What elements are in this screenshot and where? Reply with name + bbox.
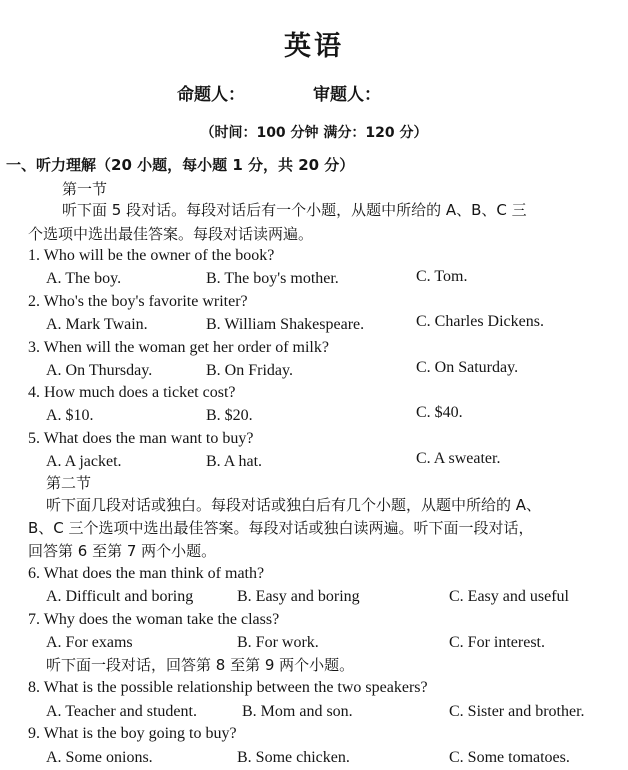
option-5b: B. A hat. xyxy=(206,453,263,470)
question-4: 4. How much does a ticket cost? xyxy=(28,384,236,401)
part2-instruction-line2: B、C 三个选项中选出最佳答案。每段对话或独白读两遍。听下面一段对话， xyxy=(28,519,534,537)
part1-instruction-line1: 听下面 5 段对话。每段对话后有一个小题，从题中所给的 A、B、C 三 xyxy=(62,201,527,219)
author-label: 命题人： xyxy=(177,85,245,105)
page-title: 英语 xyxy=(284,31,344,62)
author-field xyxy=(177,80,245,105)
part2-instruction-line3: 回答第 6 至第 7 两个小题。 xyxy=(28,542,217,560)
option-1c: C. Tom. xyxy=(416,268,468,285)
option-6b: B. Easy and boring xyxy=(237,588,360,605)
option-9a: A. Some onions. xyxy=(46,749,153,766)
part2-instruction-line4: 听下面一段对话，回答第 8 至第 9 两个小题。 xyxy=(46,656,355,674)
reviewer-label: 审题人： xyxy=(313,85,381,105)
option-7a: A. For exams xyxy=(46,634,133,651)
question-3: 3. When will the woman get her order of milk? xyxy=(28,339,329,356)
option-5c: C. A sweater. xyxy=(416,450,501,467)
question-5: 5. What does the man want to buy? xyxy=(28,430,254,447)
part1-label: 第一节 xyxy=(62,180,108,198)
section-heading: 一、听力理解（20 小题，每小题 1 分，共 20 分） xyxy=(6,156,355,174)
option-2c: C. Charles Dickens. xyxy=(416,313,544,330)
option-3b: B. On Friday. xyxy=(206,362,293,379)
option-2b: B. William Shakespeare. xyxy=(206,316,365,333)
question-7: 7. Why does the woman take the class? xyxy=(28,611,280,628)
option-4b: B. $20. xyxy=(206,407,253,424)
exam-meta: （时间：100 分钟 满分：120 分） xyxy=(200,125,428,141)
question-2: 2. Who's the boy's favorite writer? xyxy=(28,293,248,310)
option-1a: A. The boy. xyxy=(46,270,122,287)
option-6c: C. Easy and useful xyxy=(449,588,569,605)
option-8c: C. Sister and brother. xyxy=(449,703,585,720)
question-9: 9. What is the boy going to buy? xyxy=(28,725,237,742)
part2-instruction-line1: 听下面几段对话或独白。每段对话或独白后有几个小题，从题中所给的 A、 xyxy=(46,496,542,514)
part2-label: 第二节 xyxy=(46,474,92,492)
option-6a: A. Difficult and boring xyxy=(46,588,194,605)
option-8a: A. Teacher and student. xyxy=(46,703,197,720)
option-4a: A. $10. xyxy=(46,407,94,424)
part1-instruction-line2: 个选项中选出最佳答案。每段对话读两遍。 xyxy=(28,225,314,243)
question-6: 6. What does the man think of math? xyxy=(28,565,265,582)
option-2a: A. Mark Twain. xyxy=(46,316,148,333)
option-3c: C. On Saturday. xyxy=(416,359,519,376)
authors-row xyxy=(0,80,628,104)
option-7b: B. For work. xyxy=(237,634,319,651)
option-7c: C. For interest. xyxy=(449,634,545,651)
option-9c: C. Some tomatoes. xyxy=(449,749,570,766)
option-5a: A. A jacket. xyxy=(46,453,122,470)
option-8b: B. Mom and son. xyxy=(242,703,353,720)
option-3a: A. On Thursday. xyxy=(46,362,153,379)
question-1: 1. Who will be the owner of the book? xyxy=(28,247,275,264)
option-9b: B. Some chicken. xyxy=(237,749,350,766)
option-1b: B. The boy's mother. xyxy=(206,270,339,287)
option-4c: C. $40. xyxy=(416,404,463,421)
question-8: 8. What is the possible relationship between the two speakers? xyxy=(28,679,428,696)
reviewer-field xyxy=(313,80,381,105)
